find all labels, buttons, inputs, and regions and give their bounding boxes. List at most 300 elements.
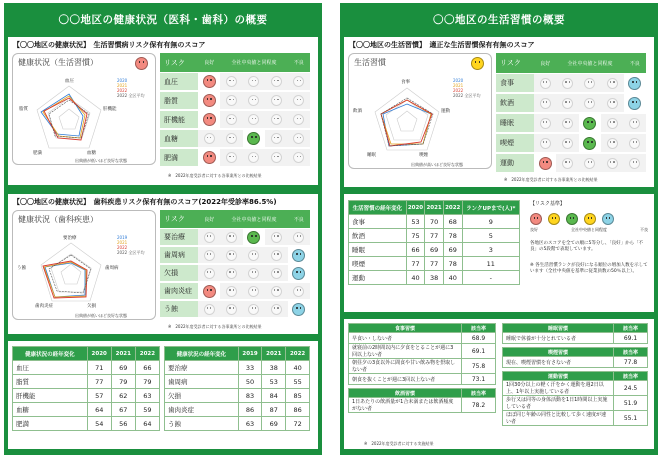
risk-row-label: 要治療 bbox=[160, 229, 198, 245]
table-cell: 66 bbox=[135, 361, 159, 375]
score-cell bbox=[288, 92, 310, 109]
table-cell: 40 bbox=[286, 361, 310, 375]
fair-face-icon bbox=[226, 232, 237, 243]
risk-row-label: 睡眠 bbox=[496, 114, 534, 132]
habit-rate: 75.8 bbox=[462, 359, 496, 374]
table-cell: 87 bbox=[262, 403, 286, 417]
best-face-icon bbox=[293, 76, 304, 87]
score-cell bbox=[579, 74, 601, 92]
table-cell: 肝機能 bbox=[13, 389, 88, 403]
column-header: 運動習慣 bbox=[503, 372, 614, 381]
risk-row-label: 歯肉炎症 bbox=[160, 283, 198, 299]
table-cell: 要治療 bbox=[165, 361, 239, 375]
left-detail-column bbox=[348, 323, 496, 413]
column-header: 該当率 bbox=[614, 372, 648, 381]
median-header: 全社中央値と同程度 bbox=[556, 53, 623, 73]
good-header: 良好 bbox=[198, 210, 220, 228]
table-cell: - bbox=[462, 271, 519, 285]
best-face-icon bbox=[292, 249, 305, 262]
median-face-icon bbox=[248, 304, 259, 315]
table-cell: 57 bbox=[87, 389, 111, 403]
good-face-icon bbox=[271, 232, 282, 243]
table-cell: 67 bbox=[111, 403, 135, 417]
table-cell: 3 bbox=[462, 243, 519, 257]
column-header: ランクUPまで(人)* bbox=[462, 201, 519, 215]
table-cell: 86 bbox=[238, 403, 262, 417]
bad-face-icon bbox=[204, 250, 215, 261]
column-header: 2021 bbox=[262, 347, 286, 361]
table-cell: 77 bbox=[425, 257, 444, 271]
axis-label: 欠損 bbox=[87, 304, 96, 309]
score-cell bbox=[220, 149, 242, 166]
table-row bbox=[349, 344, 496, 359]
bad-face-icon bbox=[203, 94, 216, 107]
habit-rate: 24.5 bbox=[614, 381, 648, 396]
table-cell: 69 bbox=[425, 243, 444, 257]
bad-face-icon bbox=[204, 133, 215, 144]
good-face-icon bbox=[271, 114, 282, 125]
table-row bbox=[503, 333, 648, 344]
table-cell: 歯肉炎症 bbox=[165, 403, 239, 417]
score-cell bbox=[534, 134, 556, 152]
radar-note: 出典値が高いほど良好な状態 bbox=[411, 162, 463, 167]
bad-header: 不良 bbox=[288, 53, 310, 72]
table-cell: 40 bbox=[443, 271, 462, 285]
health-trend-table bbox=[12, 346, 160, 431]
column-header: 2022 bbox=[443, 201, 462, 215]
score-cell bbox=[288, 247, 310, 263]
score-cell bbox=[579, 134, 601, 152]
score-cell bbox=[288, 111, 310, 128]
score-cell bbox=[624, 114, 646, 132]
risk-row-label: 喫煙 bbox=[496, 134, 534, 152]
score-cell bbox=[220, 111, 242, 128]
risk-legend: 【リスク基準】 良好 全社中央値と同程度 不良 各地区のスコアを全ての順に5等分し、「良好」から「不良」の5段階で表現しています。 ※ 各生活習慣ランクが良好になる順位の増加人数を示しています（全社中央値を基準に従業員数の50％以上）。 bbox=[530, 201, 648, 274]
score-cell bbox=[288, 265, 310, 281]
table-cell: 9 bbox=[462, 215, 519, 229]
axis-label: 睡眠 bbox=[367, 153, 376, 158]
risk-header: リスク bbox=[496, 53, 534, 73]
score-cell bbox=[243, 73, 265, 90]
axis-label: 肥満 bbox=[33, 151, 42, 156]
score-cell bbox=[265, 301, 287, 317]
best-face-icon bbox=[292, 303, 305, 316]
median-face-icon bbox=[584, 78, 595, 89]
habit-item: 朝昼夕の3食以外に間食や甘い飲み物を摂取しない者 bbox=[349, 359, 462, 374]
risk-row-label: う蝕 bbox=[160, 301, 198, 317]
score-cell bbox=[243, 149, 265, 166]
fair-face-icon bbox=[226, 133, 237, 144]
score-cell bbox=[198, 229, 220, 245]
axis-label: う蝕 bbox=[17, 266, 26, 271]
table-cell: 11 bbox=[462, 257, 519, 271]
table-cell: 50 bbox=[238, 375, 262, 389]
table-row bbox=[13, 361, 160, 375]
best-face-icon bbox=[293, 133, 304, 144]
column-header: 2022 bbox=[286, 347, 310, 361]
trend-tables-card bbox=[8, 341, 318, 449]
panel-title: 〇〇地区の生活習慣の概要 bbox=[433, 14, 565, 26]
good-face-icon bbox=[271, 95, 282, 106]
column-header: 2020 bbox=[87, 347, 111, 361]
score-cell bbox=[243, 92, 265, 109]
score-cell bbox=[220, 301, 242, 317]
table-cell: 運動 bbox=[349, 271, 407, 285]
table-cell: 肥満 bbox=[13, 417, 88, 431]
fair-face-icon bbox=[226, 152, 237, 163]
habit-item: 歩行又は同等の身体活動を1日1時間以上実施している者 bbox=[503, 396, 614, 411]
best-face-icon bbox=[628, 97, 641, 110]
axis-label: 歯周病 bbox=[105, 266, 119, 271]
risk-row-label: 血圧 bbox=[160, 73, 198, 90]
good-header: 良好 bbox=[198, 53, 220, 72]
table-cell: 5 bbox=[462, 229, 519, 243]
median-face-icon bbox=[584, 98, 595, 109]
habit-rate: 55.1 bbox=[614, 411, 648, 426]
score-cell bbox=[601, 94, 623, 112]
table-cell: 63 bbox=[135, 389, 159, 403]
score-cell bbox=[288, 130, 310, 147]
column-header: 喫煙習慣 bbox=[503, 348, 614, 357]
good-face-icon bbox=[607, 98, 618, 109]
habit-rate: 78.2 bbox=[462, 398, 496, 413]
score-cell bbox=[265, 130, 287, 147]
score-cell bbox=[288, 149, 310, 166]
table-row bbox=[349, 398, 496, 413]
table-row bbox=[349, 374, 496, 385]
bad-header: 不良 bbox=[288, 210, 310, 228]
source-note: ※ 2022年度受診者に対する実施結果 bbox=[364, 441, 434, 446]
legend-faces bbox=[530, 213, 648, 225]
habit-item: 朝食を抜くことが週に3回以上ない者 bbox=[349, 374, 462, 385]
table-cell: 83 bbox=[238, 389, 262, 403]
bad-face-icon bbox=[204, 268, 215, 279]
table-row bbox=[503, 396, 648, 411]
risk-row-label: 欠損 bbox=[160, 265, 198, 281]
habit-item: ほぼ同じ年齢の同性と比較して歩く速度が速い者 bbox=[503, 411, 614, 426]
radar-legend: 2020 2021 2022 2022 全区平均 bbox=[453, 78, 481, 98]
score-cell bbox=[243, 265, 265, 281]
table-row bbox=[349, 359, 496, 374]
best-face-icon bbox=[628, 77, 641, 90]
column-header: 該当率 bbox=[462, 389, 496, 398]
best-face-icon bbox=[293, 232, 304, 243]
score-cell bbox=[556, 94, 578, 112]
score-cell bbox=[220, 92, 242, 109]
table-cell: 77 bbox=[87, 375, 111, 389]
table-cell: 77 bbox=[406, 257, 425, 271]
habit-rate: 69.1 bbox=[462, 344, 496, 359]
good-face-icon bbox=[271, 76, 282, 87]
column-header: 生活習慣の経年変化 bbox=[349, 201, 407, 215]
habit-rate: 68.9 bbox=[462, 333, 496, 344]
score-cell bbox=[534, 74, 556, 92]
score-cell bbox=[265, 247, 287, 263]
dental-trend-table bbox=[164, 346, 310, 431]
table-cell: 53 bbox=[262, 375, 286, 389]
score-cell bbox=[220, 130, 242, 147]
legend-note: 各地区のスコアを全ての順に5等分し、「良好」から「不良」の5段階で表現しています。 bbox=[530, 241, 644, 252]
score-cell bbox=[243, 130, 265, 147]
table-cell: 78 bbox=[443, 229, 462, 243]
habit-score-grid bbox=[496, 53, 646, 173]
right-detail-column bbox=[502, 323, 650, 426]
risk-header: リスク bbox=[160, 53, 198, 72]
source-note: ※ 2022年度受診者に対する各事業所との比較結果 bbox=[168, 173, 262, 178]
fair-face-icon bbox=[226, 304, 237, 315]
lifestyle-disease-card bbox=[8, 37, 318, 185]
score-cell bbox=[243, 247, 265, 263]
table-cell: う蝕 bbox=[165, 417, 239, 431]
fair-face-icon bbox=[226, 250, 237, 261]
source-note: ※ 2022年度受診者に対する各事業所との比較結果 bbox=[168, 324, 262, 329]
score-cell bbox=[220, 283, 242, 299]
score-cell bbox=[601, 74, 623, 92]
good-header: 良好 bbox=[534, 53, 556, 73]
table-cell: 69 bbox=[111, 361, 135, 375]
column-header: 2021 bbox=[425, 201, 444, 215]
median-header: 全社中央値と同程度 bbox=[220, 210, 287, 228]
radar-chart-box bbox=[348, 53, 492, 169]
habit-item: 就寝前の2時間以内に夕食をとることが週に3回以上ない者 bbox=[349, 344, 462, 359]
bad-face-icon bbox=[203, 113, 216, 126]
best-face-icon bbox=[629, 118, 640, 129]
risk-row-label: 歯周病 bbox=[160, 247, 198, 263]
radar-title: 健康状況（歯科疾患） bbox=[18, 215, 98, 224]
best-face-icon bbox=[293, 95, 304, 106]
table-row bbox=[349, 243, 520, 257]
section-title: 【〇〇地区の健康状況】 歯科疾患リスク保有有無のスコア(2022年受診率86.5%) bbox=[13, 198, 277, 206]
table-cell: 40 bbox=[406, 271, 425, 285]
habit-detail-card bbox=[344, 319, 654, 449]
column-header: 飲酒習慣 bbox=[349, 389, 462, 398]
table-row bbox=[13, 375, 160, 389]
score-cell bbox=[624, 94, 646, 112]
score-cell bbox=[198, 149, 220, 166]
good-face-icon bbox=[271, 133, 282, 144]
table-cell: 食事 bbox=[349, 215, 407, 229]
bad-face-icon bbox=[203, 285, 216, 298]
table-row bbox=[349, 229, 520, 243]
median-face-icon bbox=[248, 95, 259, 106]
score-cell bbox=[265, 73, 287, 90]
score-cell bbox=[220, 265, 242, 281]
source-note: ※ 2022年度受診者に対する各事業所との比較結果 bbox=[504, 177, 598, 182]
score-cell bbox=[556, 114, 578, 132]
table-row bbox=[165, 403, 310, 417]
median-face-icon bbox=[247, 231, 260, 244]
good-face-icon bbox=[607, 158, 618, 169]
score-cell bbox=[288, 283, 310, 299]
column-header: 健康状況の経年変化 bbox=[13, 347, 88, 361]
table-cell: 62 bbox=[111, 389, 135, 403]
score-cell bbox=[265, 265, 287, 281]
fair-face-icon bbox=[226, 268, 237, 279]
good-face-icon bbox=[607, 138, 618, 149]
table-cell: 64 bbox=[135, 417, 159, 431]
good-face-icon bbox=[607, 118, 618, 129]
column-header: 2019 bbox=[238, 347, 262, 361]
best-face-icon bbox=[629, 158, 640, 169]
column-header: 健康状況の経年変化 bbox=[165, 347, 239, 361]
score-cell bbox=[624, 154, 646, 172]
habit-item: 1回30分以上の軽く汗をかく運動を週2日以上、1年以上実施している者 bbox=[503, 381, 614, 396]
fair-face-icon bbox=[226, 286, 237, 297]
axis-label: 飲酒 bbox=[353, 109, 362, 114]
radar-note: 出典値が低いほど良好な状態 bbox=[75, 158, 127, 163]
bad-face-icon bbox=[203, 75, 216, 88]
table-cell: 70 bbox=[425, 215, 444, 229]
habit-rate: 69.1 bbox=[614, 333, 648, 344]
axis-label: 血圧 bbox=[65, 79, 74, 84]
table-row bbox=[503, 381, 648, 396]
score-cell bbox=[624, 134, 646, 152]
axis-label: 運動 bbox=[441, 109, 450, 114]
good-face-icon bbox=[271, 268, 282, 279]
score-cell bbox=[198, 73, 220, 90]
score-cell bbox=[198, 111, 220, 128]
table-cell: 78 bbox=[443, 257, 462, 271]
bad-header: 不良 bbox=[624, 53, 646, 73]
table-cell: 79 bbox=[111, 375, 135, 389]
median-face-icon bbox=[248, 152, 259, 163]
fair-face-icon bbox=[562, 158, 573, 169]
risk-row-label: 脂質 bbox=[160, 92, 198, 109]
score-cell bbox=[220, 73, 242, 90]
table-cell: 55 bbox=[286, 375, 310, 389]
habit-item: 現在、喫煙習慣を有さない者 bbox=[503, 357, 614, 368]
axis-label: 喫煙 bbox=[419, 153, 428, 158]
median-face-icon bbox=[248, 250, 259, 261]
table-cell: 血糖 bbox=[13, 403, 88, 417]
table-cell: 75 bbox=[406, 229, 425, 243]
score-cell bbox=[556, 134, 578, 152]
score-cell bbox=[556, 154, 578, 172]
bad-face-icon bbox=[540, 138, 551, 149]
table-row bbox=[503, 411, 648, 426]
score-cell bbox=[198, 247, 220, 263]
score-cell bbox=[243, 229, 265, 245]
score-cell bbox=[220, 247, 242, 263]
median-face-icon bbox=[583, 137, 596, 150]
score-cell bbox=[243, 111, 265, 128]
score-cell bbox=[265, 229, 287, 245]
bad-face-icon bbox=[540, 98, 551, 109]
score-cell bbox=[288, 301, 310, 317]
column-header: 該当率 bbox=[614, 348, 648, 357]
bad-face-icon bbox=[540, 118, 551, 129]
radar-legend: 2020 2021 2022 2022 全区平均 bbox=[117, 78, 145, 98]
table-row bbox=[13, 389, 160, 403]
bad-face-icon bbox=[203, 151, 216, 164]
column-header: 睡眠習慣 bbox=[503, 324, 614, 333]
best-face-icon bbox=[602, 213, 614, 225]
table-row bbox=[165, 417, 310, 431]
good-face-icon bbox=[584, 213, 596, 225]
rank-note: ※ 各生活習慣ランクが良好になる順位の増加人数を示しています（全社中央値を基準に従業員数の50％以上）。 bbox=[530, 263, 648, 274]
table-cell: 71 bbox=[87, 361, 111, 375]
score-cell bbox=[243, 283, 265, 299]
median-face-icon bbox=[583, 117, 596, 130]
score-cell bbox=[265, 111, 287, 128]
best-face-icon bbox=[293, 114, 304, 125]
score-cell bbox=[198, 265, 220, 281]
risk-row-label: 運動 bbox=[496, 154, 534, 172]
table-cell: 睡眠 bbox=[349, 243, 407, 257]
good-face-icon bbox=[607, 78, 618, 89]
axis-label: 肝機能 bbox=[103, 107, 117, 112]
median-face-icon bbox=[247, 132, 260, 145]
radar-note: 出典値が低いほど良好な状態 bbox=[75, 313, 127, 318]
score-cell bbox=[265, 149, 287, 166]
table-cell: 33 bbox=[238, 361, 262, 375]
fair-face-icon bbox=[562, 118, 573, 129]
table-cell: 血圧 bbox=[13, 361, 88, 375]
section-title: 【〇〇地区の健康状況】 生活習慣病リスク保有有無のスコア bbox=[13, 41, 206, 49]
score-cell bbox=[198, 130, 220, 147]
bad-face-icon bbox=[540, 78, 551, 89]
risk-score-grid bbox=[160, 210, 310, 318]
risk-row-label: 飲酒 bbox=[496, 94, 534, 112]
risk-row-label: 肝機能 bbox=[160, 111, 198, 128]
bad-face-icon bbox=[530, 213, 542, 225]
axis-label: 歯肉炎症 bbox=[35, 304, 53, 309]
median-face-icon bbox=[248, 268, 259, 279]
score-cell bbox=[624, 74, 646, 92]
best-face-icon bbox=[293, 152, 304, 163]
radar-legend: 2019 2021 2022 2022 全区平均 bbox=[117, 235, 145, 255]
section-title: 【〇〇地区の生活習慣】 適正な生活習慣保有有無のスコア bbox=[349, 41, 535, 49]
table-cell: 歯周病 bbox=[165, 375, 239, 389]
score-cell bbox=[198, 283, 220, 299]
score-cell bbox=[198, 92, 220, 109]
radar-chart-box bbox=[12, 210, 156, 320]
median-face-icon bbox=[566, 213, 578, 225]
axis-label: 食事 bbox=[401, 80, 410, 85]
score-cell bbox=[579, 154, 601, 172]
axis-label: 要治療 bbox=[63, 236, 77, 241]
fair-face-icon bbox=[562, 138, 573, 149]
best-face-icon bbox=[629, 138, 640, 149]
fair-face-icon bbox=[548, 213, 560, 225]
table-cell: 喫煙 bbox=[349, 257, 407, 271]
left-panel bbox=[4, 3, 322, 455]
table-row bbox=[349, 215, 520, 229]
best-face-icon bbox=[292, 267, 305, 280]
table-row bbox=[165, 375, 310, 389]
score-cell bbox=[601, 134, 623, 152]
table-cell: 69 bbox=[443, 243, 462, 257]
fair-face-icon bbox=[226, 114, 237, 125]
score-cell bbox=[534, 94, 556, 112]
bad-face-icon bbox=[204, 304, 215, 315]
table-cell: 飲酒 bbox=[349, 229, 407, 243]
right-panel bbox=[340, 3, 658, 455]
table-cell: 68 bbox=[443, 215, 462, 229]
bad-face-icon bbox=[204, 232, 215, 243]
table-row bbox=[349, 271, 520, 285]
table-row bbox=[349, 257, 520, 271]
column-header: 該当率 bbox=[462, 324, 496, 333]
panel-title: 〇〇地区の健康状況（医科・歯科）の概要 bbox=[58, 14, 268, 26]
score-cell bbox=[601, 114, 623, 132]
column-header: 2020 bbox=[406, 201, 425, 215]
habit-trend-table bbox=[348, 200, 520, 285]
score-cell bbox=[579, 114, 601, 132]
axis-label: 脂質 bbox=[19, 107, 28, 112]
fair-face-icon bbox=[562, 78, 573, 89]
median-header: 全社中央値と同程度 bbox=[220, 53, 287, 72]
